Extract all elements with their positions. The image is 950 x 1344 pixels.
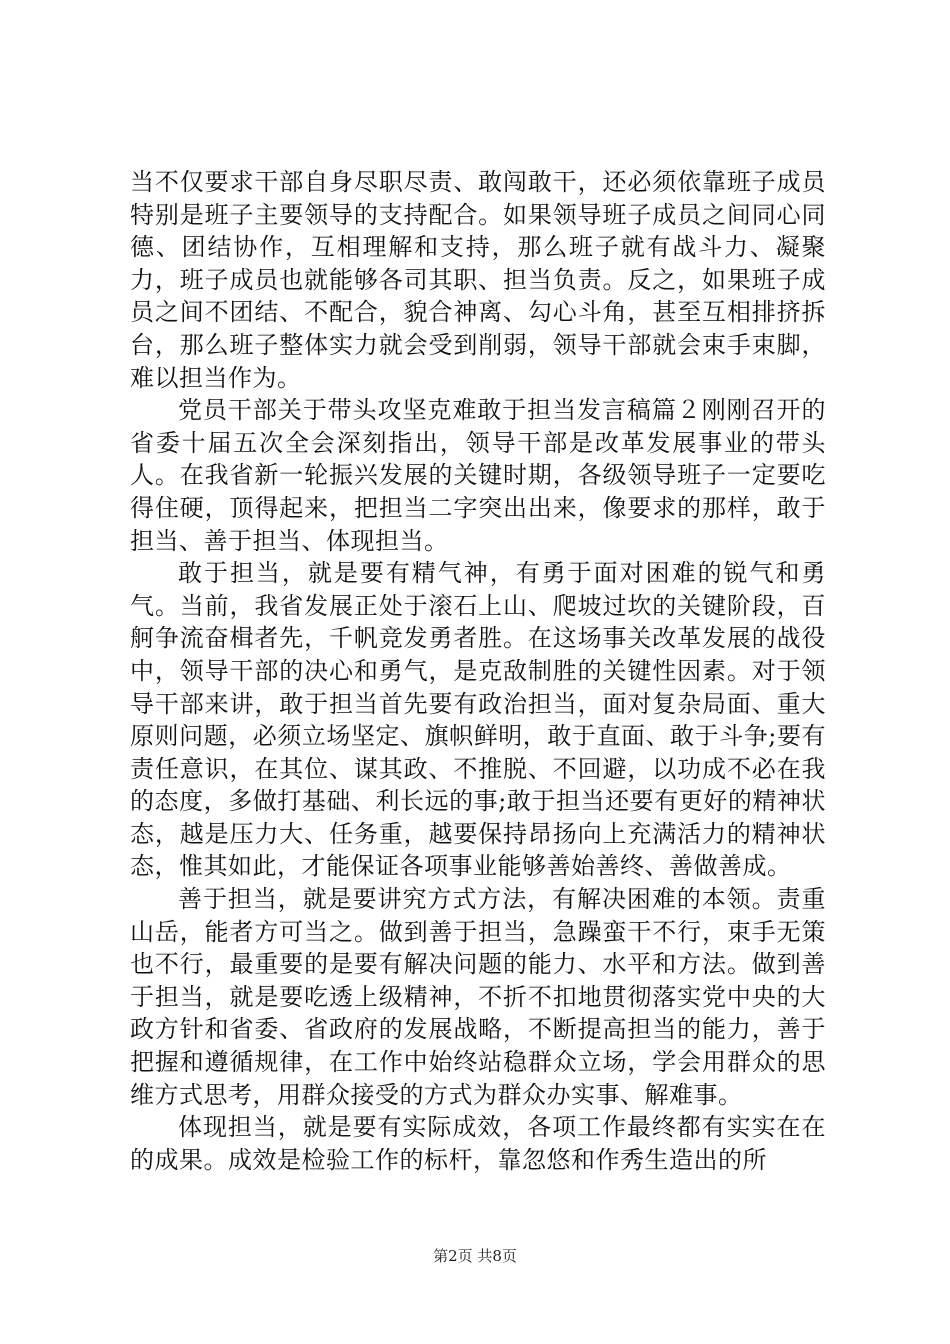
- paragraph: 体现担当，就是要有实际成效，各项工作最终都有实实在在的成果。成效是检验工作的标杆，靠忽悠和作秀生造出的所: [130, 1113, 826, 1174]
- paragraph-continued: 当不仅要求干部自身尽职尽责、敢闯敢干，还必须依靠班子成员特别是班子主要领导的支持配合。如果领导班子成员之间同心同德、团结协作，互相理解和支持，那么班子就有战斗力、凝聚力，班子成员也就能够各司其职、担当负责。反之，如果班子成员之间不团结、不配合，貌合神离、勾心斗角，甚至互相排挤拆台，那么班子整体实力就会受到削弱，领导干部就会束手束脚，难以担当作为。: [130, 168, 826, 392]
- page-footer: 第2页 共8页: [433, 1247, 517, 1265]
- paragraph: 党员干部关于带头攻坚克难敢于担当发言稿篇２刚刚召开的省委十届五次全会深刻指出，领导干部是改革发展事业的带头人。在我省新一轮振兴发展的关键时期，各级领导班子一定要吃得住硬，顶得起来，把担当二字突出出来，像要求的那样，敢于担当、善于担当、体现担当。: [130, 396, 826, 555]
- paragraph: 善于担当，就是要讲究方式方法，有解决困难的本领。责重山岳，能者方可当之。做到善于担当，急躁蛮干不行，束手无策也不行，最重要的是要有解决问题的能力、水平和方法。做到善于担当，就是要吃透上级精神，不折不扣地贯彻落实党中央的大政方针和省委、省政府的发展战略，不断提高担当的能力，善于把握和遵循规律，在工作中始终站稳群众立场，学会用群众的思维方式思考，用群众接受的方式为群众办实事、解难事。: [130, 885, 826, 1109]
- paragraph: 敢于担当，就是要有精气神，有勇于面对困难的锐气和勇气。当前，我省发展正处于滚石上山、爬坡过坎的关键阶段，百舸争流奋楫者先，千帆竞发勇者胜。在这场事关改革发展的战役中，领导干部的决心和勇气，是克敌制胜的关键性因素。对于领导干部来讲，敢于担当首先要有政治担当，面对复杂局面、重大原则问题，必须立场坚定、旗帜鲜明，敢于直面、敢于斗争;要有责任意识，在其位、谋其政、不推脱、不回避，以功成不必在我的态度，多做打基础、利长远的事;敢于担当还要有更好的精神状态，越是压力大、任务重，越要保持昂扬向上充满活力的精神状态，惟其如此，才能保证各项事业能够善始善终、善做善成。: [130, 559, 826, 881]
- document-body: [130, 166, 826, 1176]
